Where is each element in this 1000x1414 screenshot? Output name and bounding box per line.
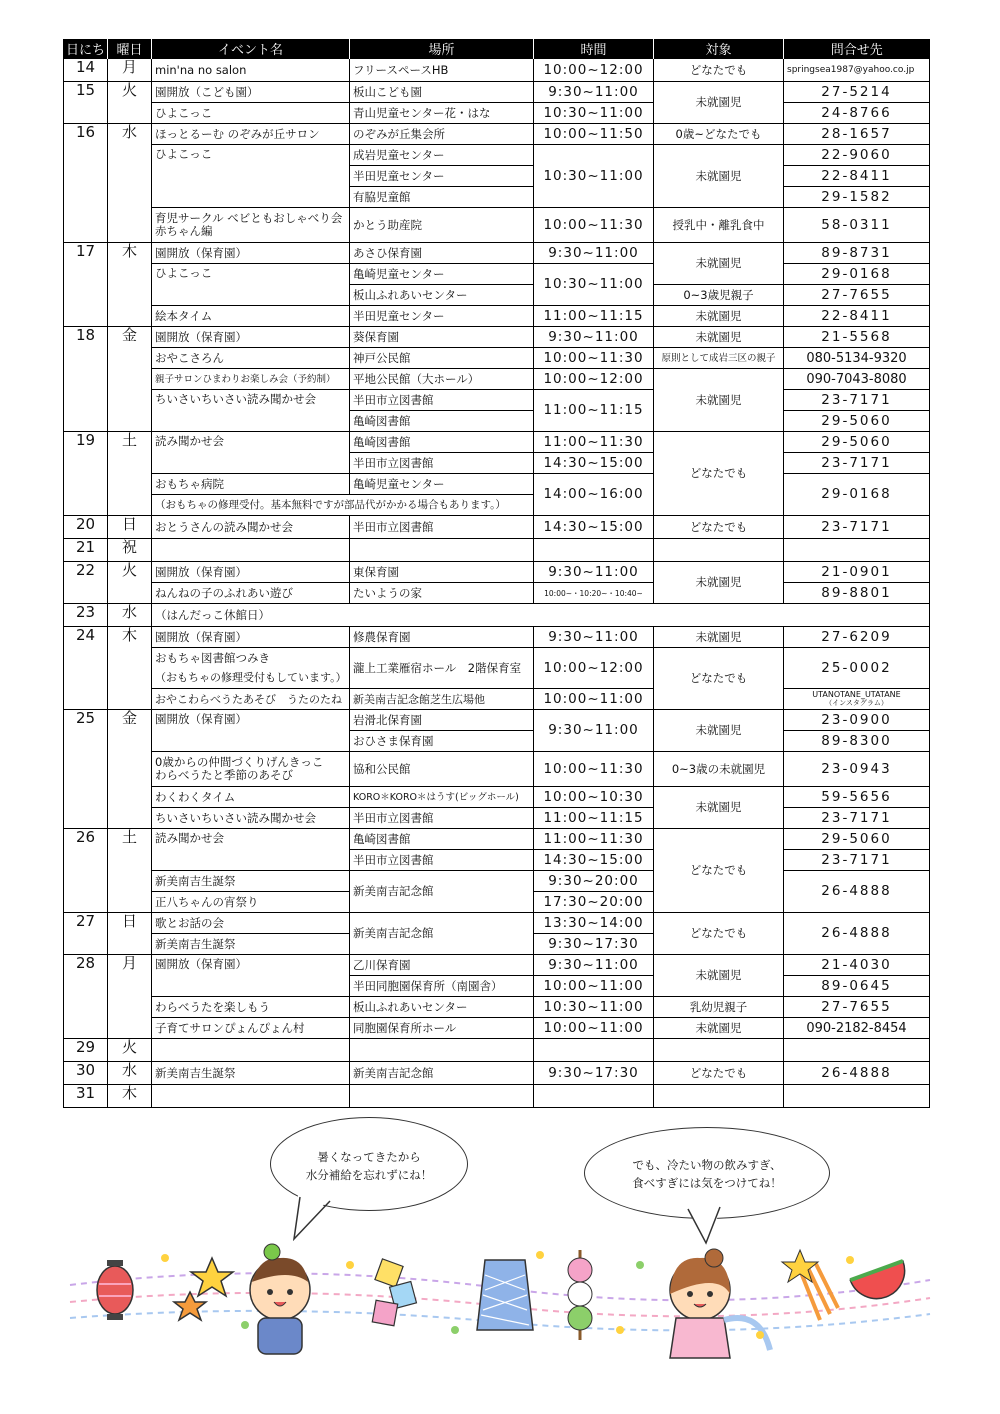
contact-cell: 22-8411 (784, 306, 930, 327)
time-cell: 9:30~11:00 (534, 562, 654, 583)
contact-cell: 29-1582 (784, 187, 930, 208)
weekday-cell: 土 (108, 829, 152, 913)
table-row (64, 82, 930, 103)
time-cell (534, 1085, 654, 1108)
target-cell: どなたでも (654, 1062, 784, 1085)
event-cell: ひよこっこ (152, 103, 350, 124)
target-cell: 0~3歳の未就園児 (654, 752, 784, 787)
closed-note: （はんだっこ休館日） (152, 604, 930, 627)
target-cell: 原則として成岩三区の親子 (654, 348, 784, 369)
weekday-cell: 火 (108, 82, 152, 124)
contact-cell: 23-7171 (784, 390, 930, 411)
event-cell: 新美南吉生誕祭 (152, 871, 350, 892)
place-cell: 有脇児童館 (350, 187, 534, 208)
event-cell: 子育てサロンぴょんぴょん村 (152, 1018, 350, 1039)
place-cell: 板山ふれあいセンター (350, 285, 534, 306)
table-row (64, 1018, 930, 1039)
table-row (64, 955, 930, 976)
table-row (64, 752, 930, 787)
contact-cell: 89-8300 (784, 731, 930, 752)
weekday-cell: 水 (108, 124, 152, 243)
day-cell: 23 (64, 604, 108, 627)
place-cell: おひさま保育園 (350, 731, 534, 752)
event-line-1: 0歳からの仲間づくりげんきっこ (155, 755, 324, 769)
contact-cell: 22-9060 (784, 145, 930, 166)
table-row (64, 829, 930, 850)
target-cell: どなたでも (654, 829, 784, 913)
instagram-handle: UTANOTANE_UTATANE (812, 690, 901, 699)
event-cell: 絵本タイム (152, 306, 350, 327)
table-row (64, 124, 930, 145)
event-cell: 歌とお話の会 (152, 913, 350, 934)
weekday-cell: 土 (108, 432, 152, 516)
day-cell: 28 (64, 955, 108, 1039)
table-row (64, 348, 930, 369)
weekday-cell: 木 (108, 243, 152, 327)
dango-icon (568, 1250, 592, 1340)
event-cell: 園開放（こども園） (152, 82, 350, 103)
col-weekday: 曜日 (108, 39, 152, 59)
contact-cell: 22-8411 (784, 166, 930, 187)
place-cell: 修農保育園 (350, 627, 534, 648)
time-cell: 9:30~20:00 (534, 871, 654, 892)
place-cell: 青山児童センター花・はな (350, 103, 534, 124)
boy-character-icon (250, 1244, 310, 1354)
event-cell: おやこさろん (152, 348, 350, 369)
weekday-cell: 金 (108, 327, 152, 432)
table-row (64, 604, 930, 627)
place-cell: 新美南吉記念館 (350, 871, 534, 913)
target-cell: 未就園児 (654, 243, 784, 285)
target-cell (654, 1085, 784, 1108)
table-row (64, 59, 930, 82)
place-cell: 葵保育園 (350, 327, 534, 348)
time-cell: 11:00~11:30 (534, 829, 654, 850)
place-cell: 乙川保育園 (350, 955, 534, 976)
day-cell: 15 (64, 82, 108, 124)
time-cell: 11:00~11:30 (534, 432, 654, 453)
target-cell: 0歳~どなたでも (654, 124, 784, 145)
weekday-cell: 火 (108, 1039, 152, 1062)
table-row (64, 539, 930, 562)
contact-cell: 27-6209 (784, 627, 930, 648)
place-cell: 板山ふれあいセンター (350, 997, 534, 1018)
time-cell: 9:30~11:00 (534, 243, 654, 264)
event-cell (152, 539, 350, 562)
bubble-left-line-2: 水分補給を忘れずにね！ (305, 1168, 433, 1182)
bubble-right-line-2: 食べすぎには気をつけてね！ (632, 1176, 782, 1190)
day-cell: 17 (64, 243, 108, 327)
col-target: 対象 (654, 39, 784, 59)
event-calendar-table (63, 39, 930, 1108)
target-cell: 未就園児 (654, 627, 784, 648)
event-cell: 新美南吉生誕祭 (152, 934, 350, 955)
weekday-cell: 水 (108, 604, 152, 627)
time-cell: 10:30~11:00 (534, 997, 654, 1018)
time-cell: 9:30~11:00 (534, 82, 654, 103)
time-cell: 10:00~11:00 (534, 1018, 654, 1039)
time-cell: 14:30~15:00 (534, 453, 654, 474)
target-cell: 未就園児 (654, 710, 784, 752)
contact-cell: 89-8731 (784, 243, 930, 264)
weekday-cell: 金 (108, 710, 152, 829)
instagram-label: （インスタグラム） (825, 699, 888, 707)
place-cell: 平地公民館（大ホール） (350, 369, 534, 390)
contact-cell: 29-5060 (784, 411, 930, 432)
table-row (64, 432, 930, 453)
time-cell: 17:30~20:00 (534, 892, 654, 913)
event-cell: 読み聞かせ会 (152, 829, 350, 871)
target-cell: どなたでも (654, 59, 784, 82)
event-cell: ちいさいちいさい読み聞かせ会 (152, 390, 350, 432)
weekday-cell: 日 (108, 516, 152, 539)
place-cell: 新美南吉記念館芝生広場他 (350, 689, 534, 710)
table-row (64, 1085, 930, 1108)
contact-cell (784, 1085, 930, 1108)
event-cell: 園開放（保育園） (152, 327, 350, 348)
table-row (64, 390, 930, 411)
time-cell: 10:00~12:00 (534, 369, 654, 390)
table-row (64, 264, 930, 285)
weekday-cell: 水 (108, 1062, 152, 1085)
place-cell (350, 1085, 534, 1108)
event-cell (152, 1085, 350, 1108)
contact-cell: 23-7171 (784, 516, 930, 539)
contact-cell: 25-0002 (784, 648, 930, 689)
table-row (64, 997, 930, 1018)
event-cell: ひよこっこ (152, 264, 350, 306)
time-cell: 10:30~11:00 (534, 264, 654, 306)
contact-cell: 21-4030 (784, 955, 930, 976)
target-cell: 未就園児 (654, 306, 784, 327)
place-cell: 亀崎児童センター (350, 264, 534, 285)
net-decoration-icon (477, 1260, 533, 1330)
place-cell: 神戸公民館 (350, 348, 534, 369)
target-cell: 未就園児 (654, 327, 784, 348)
event-cell: おもちゃ病院 (152, 474, 350, 495)
time-cell (534, 539, 654, 562)
weekday-cell: 木 (108, 627, 152, 710)
place-cell: 瀧上工業雁宿ホール 2階保育室 (350, 648, 534, 689)
bubble-right-line-1: でも、冷たい物の飲みすぎ、 (632, 1158, 782, 1172)
event-cell: おやこわらべうたあそび うたのたね (152, 689, 350, 710)
contact-cell: 59-5656 (784, 787, 930, 808)
event-cell (152, 752, 350, 787)
day-cell: 22 (64, 562, 108, 604)
target-cell: 未就園児 (654, 787, 784, 829)
time-cell: 10:00~11:50 (534, 124, 654, 145)
time-cell: 11:00~11:15 (534, 390, 654, 432)
target-cell: 未就園児 (654, 369, 784, 432)
time-cell: 14:30~15:00 (534, 516, 654, 539)
place-cell: フリースペースHB (350, 59, 534, 82)
day-cell: 16 (64, 124, 108, 243)
contact-cell: 27-7655 (784, 997, 930, 1018)
shooting-star-icon (782, 1250, 838, 1320)
contact-cell: 080-5134-9320 (784, 348, 930, 369)
place-cell: 板山こども園 (350, 82, 534, 103)
event-cell (152, 648, 350, 689)
contact-cell: 23-7171 (784, 453, 930, 474)
time-cell: 9:30~11:00 (534, 627, 654, 648)
target-cell: 未就園児 (654, 145, 784, 208)
table-row (64, 562, 930, 583)
event-cell: ほっとるーむ のぞみが丘サロン (152, 124, 350, 145)
table-row (64, 1039, 930, 1062)
day-cell: 24 (64, 627, 108, 710)
time-cell: 10:00~11:00 (534, 689, 654, 710)
place-cell: 半田市立図書館 (350, 516, 534, 539)
table-row (64, 1062, 930, 1085)
place-cell: 岩滑北保育園 (350, 710, 534, 731)
day-cell: 18 (64, 327, 108, 432)
table-row (64, 871, 930, 892)
contact-cell (784, 1039, 930, 1062)
time-cell: 10:00~12:00 (534, 648, 654, 689)
event-line-2: わらべうたと季節のあそび (155, 768, 293, 782)
event-cell: min'na no salon (152, 59, 350, 82)
table-row (64, 583, 930, 604)
event-cell: 園開放（保育園） (152, 710, 350, 752)
col-event: イベント名 (152, 39, 350, 59)
contact-cell: 090-7043-8080 (784, 369, 930, 390)
place-cell: 成岩児童センター (350, 145, 534, 166)
target-cell: 未就園児 (654, 955, 784, 997)
bubble-left-line-1: 暑くなってきたから (317, 1150, 421, 1164)
col-place: 場所 (350, 39, 534, 59)
contact-cell: 29-5060 (784, 432, 930, 453)
place-cell: 同胞園保育所ホール (350, 1018, 534, 1039)
target-cell: 乳幼児親子 (654, 997, 784, 1018)
place-cell: 半田児童センター (350, 166, 534, 187)
col-time: 時間 (534, 39, 654, 59)
place-cell: 半田市立図書館 (350, 453, 534, 474)
place-cell: 亀崎図書館 (350, 829, 534, 850)
table-row (64, 787, 930, 808)
contact-cell: 23-0900 (784, 710, 930, 731)
target-cell: 未就園児 (654, 82, 784, 124)
contact-cell: 23-7171 (784, 850, 930, 871)
event-cell: ねんねの子のふれあい遊び (152, 583, 350, 604)
place-cell: かとう助産院 (350, 208, 534, 243)
col-contact: 問合せ先 (784, 39, 930, 59)
time-cell: 10:00~11:30 (534, 208, 654, 243)
contact-cell: 090-2182-8454 (784, 1018, 930, 1039)
table-row (64, 913, 930, 934)
contact-cell: 29-5060 (784, 829, 930, 850)
contact-cell: 27-7655 (784, 285, 930, 306)
girl-character-icon (670, 1249, 770, 1358)
time-cell: 9:30~11:00 (534, 710, 654, 752)
target-cell: 0~3歳児親子 (654, 285, 784, 306)
table-row (64, 243, 930, 264)
contact-cell: 29-0168 (784, 264, 930, 285)
table-row (64, 145, 930, 166)
contact-cell: 21-5568 (784, 327, 930, 348)
place-cell: 協和公民館 (350, 752, 534, 787)
contact-cell: 21-0901 (784, 562, 930, 583)
day-cell: 29 (64, 1039, 108, 1062)
contact-cell: 26-4888 (784, 913, 930, 955)
event-line-1: おもちゃ図書館つみき (155, 651, 270, 665)
event-note: （おもちゃの修理受付。基本無料ですが部品代がかかる場合もあります。） (152, 495, 534, 516)
time-cell: 10:00~11:30 (534, 348, 654, 369)
table-row (64, 689, 930, 710)
table-row (64, 710, 930, 731)
event-line-1: 育児サークル べビともおしゃべり会 (155, 211, 343, 225)
contact-cell: 26-4888 (784, 871, 930, 913)
day-cell: 25 (64, 710, 108, 829)
contact-cell: 23-7171 (784, 808, 930, 829)
event-cell: わくわくタイム (152, 787, 350, 808)
event-cell: ひよこっこ (152, 145, 350, 208)
table-row (64, 648, 930, 689)
weekday-cell: 祝 (108, 539, 152, 562)
contact-cell: 24-8766 (784, 103, 930, 124)
time-cell: 10:00~12:00 (534, 59, 654, 82)
place-cell: KORO＊KORO＊はうす(ビッグホール) (350, 787, 534, 808)
header-row (64, 39, 930, 59)
table-row (64, 516, 930, 539)
time-cell: 9:30~11:00 (534, 955, 654, 976)
weekday-cell: 火 (108, 562, 152, 604)
day-cell: 26 (64, 829, 108, 913)
time-cell: 14:30~15:00 (534, 850, 654, 871)
time-cell: 10:00~11:00 (534, 976, 654, 997)
event-cell: ちいさいちいさい読み聞かせ会 (152, 808, 350, 829)
time-cell: 10:00~11:30 (534, 752, 654, 787)
time-cell (534, 1039, 654, 1062)
table-row (64, 327, 930, 348)
event-cell: 親子サロンひまわりお楽しみ会（予約制） (152, 369, 350, 390)
time-cell: 14:00~16:00 (534, 474, 654, 516)
day-cell: 27 (64, 913, 108, 955)
event-cell: 園開放（保育園） (152, 955, 350, 997)
place-cell: 半田市立図書館 (350, 390, 534, 411)
day-cell: 31 (64, 1085, 108, 1108)
place-cell: 半田児童センター (350, 306, 534, 327)
event-cell: 園開放（保育園） (152, 243, 350, 264)
table-row (64, 369, 930, 390)
contact-cell: 28-1657 (784, 124, 930, 145)
time-cell: 13:30~14:00 (534, 913, 654, 934)
contact-cell: 26-4888 (784, 1062, 930, 1085)
weekday-cell: 月 (108, 59, 152, 82)
event-cell: わらべうたを楽しもう (152, 997, 350, 1018)
time-cell: 9:30~17:30 (534, 934, 654, 955)
target-cell: 授乳中・離乳食中 (654, 208, 784, 243)
lantern-icon (97, 1260, 133, 1320)
contact-email: springsea1987@yahoo.co.jp (784, 59, 930, 82)
summer-decoration-illustration (60, 1210, 940, 1370)
event-cell: 読み聞かせ会 (152, 432, 350, 474)
target-cell: どなたでも (654, 432, 784, 516)
target-cell (654, 539, 784, 562)
table-row (64, 208, 930, 243)
place-cell (350, 539, 534, 562)
contact-cell: 89-0645 (784, 976, 930, 997)
contact-instagram (784, 689, 930, 710)
place-cell: 新美南吉記念館 (350, 1062, 534, 1085)
paper-decoration-icon (372, 1259, 416, 1326)
table-row (64, 474, 930, 495)
target-cell: どなたでも (654, 913, 784, 955)
time-cell: 10:00~10:30 (534, 787, 654, 808)
target-cell: 未就園児 (654, 1018, 784, 1039)
place-cell: 半田同胞園保育所（南園舎） (350, 976, 534, 997)
contact-cell: 27-5214 (784, 82, 930, 103)
weekday-cell: 木 (108, 1085, 152, 1108)
event-cell: 新美南吉生誕祭 (152, 1062, 350, 1085)
time-cell: 9:30~17:30 (534, 1062, 654, 1085)
event-cell: 正八ちゃんの宵祭り (152, 892, 350, 913)
event-line-2: （おもちゃの修理受付もしています。） (155, 671, 347, 684)
event-cell (152, 1039, 350, 1062)
time-cell: 10:30~11:00 (534, 145, 654, 208)
table-row (64, 808, 930, 829)
contact-cell: 58-0311 (784, 208, 930, 243)
contact-cell (784, 539, 930, 562)
time-cell: 10:00~・10:20~・10:40~ (534, 583, 654, 604)
event-cell (152, 208, 350, 243)
place-cell: 亀崎図書館 (350, 432, 534, 453)
day-cell: 14 (64, 59, 108, 82)
day-cell: 30 (64, 1062, 108, 1085)
target-cell: 未就園児 (654, 562, 784, 604)
contact-cell: 29-0168 (784, 474, 930, 516)
event-cell: おとうさんの読み聞かせ会 (152, 516, 350, 539)
weekday-cell: 月 (108, 955, 152, 1039)
day-cell: 20 (64, 516, 108, 539)
day-cell: 19 (64, 432, 108, 516)
time-cell: 11:00~11:15 (534, 306, 654, 327)
place-cell: のぞみが丘集会所 (350, 124, 534, 145)
time-cell: 9:30~11:00 (534, 327, 654, 348)
weekday-cell: 日 (108, 913, 152, 955)
place-cell: 亀崎児童センター (350, 474, 534, 495)
table-row (64, 627, 930, 648)
watermelon-icon (850, 1261, 912, 1306)
target-cell: どなたでも (654, 516, 784, 539)
contact-cell: 23-0943 (784, 752, 930, 787)
event-cell: 園開放（保育園） (152, 562, 350, 583)
col-day: 日にち (64, 39, 108, 59)
event-line-2: 赤ちゃん編 (155, 224, 213, 238)
day-cell: 21 (64, 539, 108, 562)
time-cell: 10:30~11:00 (534, 103, 654, 124)
place-cell: あさひ保育園 (350, 243, 534, 264)
place-cell: 半田市立図書館 (350, 808, 534, 829)
target-cell: どなたでも (654, 648, 784, 710)
place-cell: 亀崎図書館 (350, 411, 534, 432)
place-cell: 東保育園 (350, 562, 534, 583)
table-row (64, 103, 930, 124)
place-cell: たいようの家 (350, 583, 534, 604)
target-cell (654, 1039, 784, 1062)
time-cell: 11:00~11:15 (534, 808, 654, 829)
event-cell: 園開放（保育園） (152, 627, 350, 648)
place-cell: 半田市立図書館 (350, 850, 534, 871)
place-cell: 新美南吉記念館 (350, 913, 534, 955)
place-cell (350, 1039, 534, 1062)
contact-cell: 89-8801 (784, 583, 930, 604)
table-row (64, 306, 930, 327)
